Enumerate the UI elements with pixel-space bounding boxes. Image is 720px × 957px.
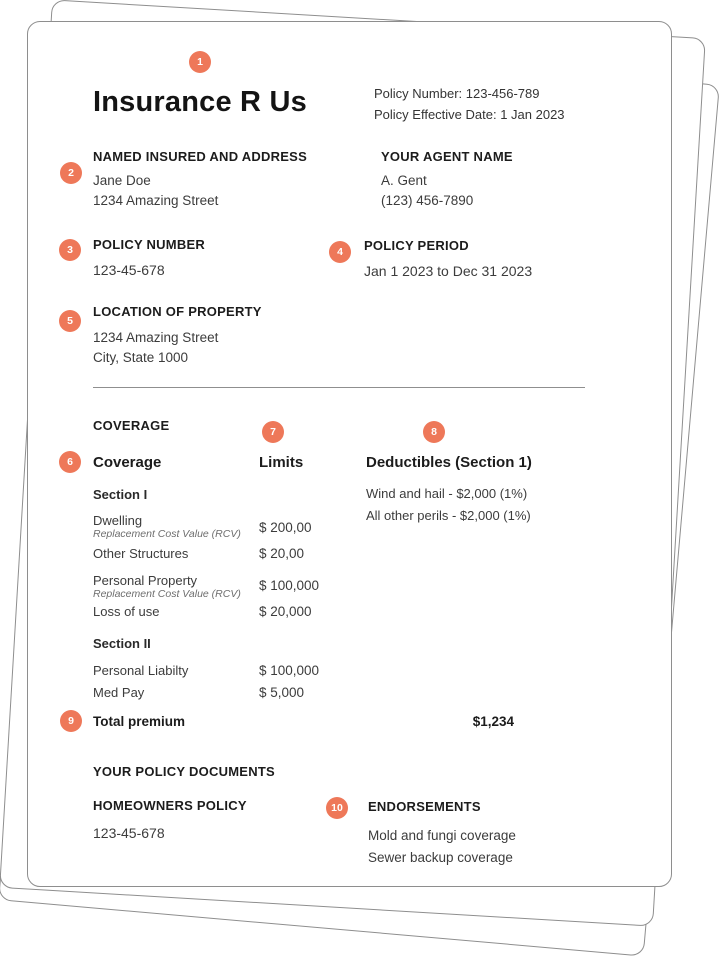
deductible-other-perils: All other perils - $2,000 (1%)	[366, 508, 531, 523]
callout-8: 8	[423, 421, 445, 443]
location-street: 1234 Amazing Street	[93, 330, 219, 345]
total-premium-value: $1,234	[472, 714, 514, 729]
callout-9: 9	[60, 710, 82, 732]
row-personal-property-limit: $ 100,000	[259, 578, 320, 593]
row-loss-of-use-limit: $ 20,000	[259, 604, 312, 619]
endorsements-list	[368, 825, 516, 869]
homeowners-policy-number: 123-45-678	[93, 825, 165, 841]
policy-number-value: 123-45-678	[93, 262, 165, 278]
insured-name: Jane Doe	[93, 173, 151, 188]
row-personal-liability-limit: $ 100,000	[259, 663, 320, 678]
total-premium-label: Total premium	[93, 714, 186, 729]
policy-period-value: Jan 1 2023 to Dec 31 2023	[364, 263, 533, 279]
row-dwelling-label: Dwelling	[93, 513, 143, 528]
callout-7: 7	[262, 421, 284, 443]
deductible-lines	[366, 483, 531, 527]
agent-phone: (123) 456-7890	[381, 193, 474, 208]
policy-meta-effective-date: Policy Effective Date: 1 Jan 2023	[374, 107, 565, 122]
section-divider	[93, 387, 585, 388]
endorsement-sewer: Sewer backup coverage	[368, 850, 513, 865]
documents-title: YOUR POLICY DOCUMENTS	[93, 764, 275, 779]
policy-number-heading: POLICY NUMBER	[93, 237, 206, 252]
row-personal-property-sub: Replacement Cost Value (RCV)	[93, 588, 241, 600]
row-med-pay-limit: $ 5,000	[259, 685, 305, 700]
callout-6: 6	[59, 451, 81, 473]
callout-4: 4	[329, 241, 351, 263]
policy-meta-number: Policy Number: 123-456-789	[374, 86, 540, 101]
location-address	[93, 328, 218, 368]
callout-10: 10	[326, 797, 348, 819]
insured-address	[93, 171, 218, 211]
section1-label: Section I	[93, 487, 148, 502]
row-loss-of-use-label: Loss of use	[93, 604, 160, 619]
column-header-coverage: Coverage	[93, 454, 162, 471]
agent-name: A. Gent	[381, 173, 427, 188]
homeowners-policy-heading: HOMEOWNERS POLICY	[93, 798, 247, 813]
policy-document-page	[27, 21, 672, 887]
section2-label: Section II	[93, 636, 151, 651]
callout-2: 2	[60, 162, 82, 184]
coverage-title: COVERAGE	[93, 418, 170, 433]
row-other-structures-limit: $ 20,00	[259, 546, 305, 561]
row-other-structures-label: Other Structures	[93, 546, 189, 561]
callout-1: 1	[189, 51, 211, 73]
brand-title: Insurance R Us	[93, 86, 307, 118]
location-heading: LOCATION OF PROPERTY	[93, 304, 262, 319]
row-personal-property-label: Personal Property	[93, 573, 198, 588]
column-header-limits: Limits	[259, 454, 304, 471]
policy-meta	[374, 83, 565, 125]
deductible-wind-hail: Wind and hail - $2,000 (1%)	[366, 486, 528, 501]
insured-heading: NAMED INSURED AND ADDRESS	[93, 149, 308, 164]
endorsement-mold: Mold and fungi coverage	[368, 828, 516, 843]
callout-3: 3	[59, 239, 81, 261]
callout-5: 5	[59, 310, 81, 332]
column-header-deductibles: Deductibles (Section 1)	[366, 454, 532, 471]
agent-heading: YOUR AGENT NAME	[381, 149, 513, 164]
endorsements-heading: ENDORSEMENTS	[368, 799, 481, 814]
location-city: City, State 1000	[93, 350, 189, 365]
insured-street: 1234 Amazing Street	[93, 193, 219, 208]
agent-details	[381, 171, 473, 211]
row-dwelling-limit: $ 200,00	[259, 520, 312, 535]
row-personal-liability-label: Personal Liabilty	[93, 663, 189, 678]
row-dwelling-sub: Replacement Cost Value (RCV)	[93, 528, 241, 540]
row-med-pay-label: Med Pay	[93, 685, 145, 700]
policy-period-heading: POLICY PERIOD	[364, 238, 469, 253]
